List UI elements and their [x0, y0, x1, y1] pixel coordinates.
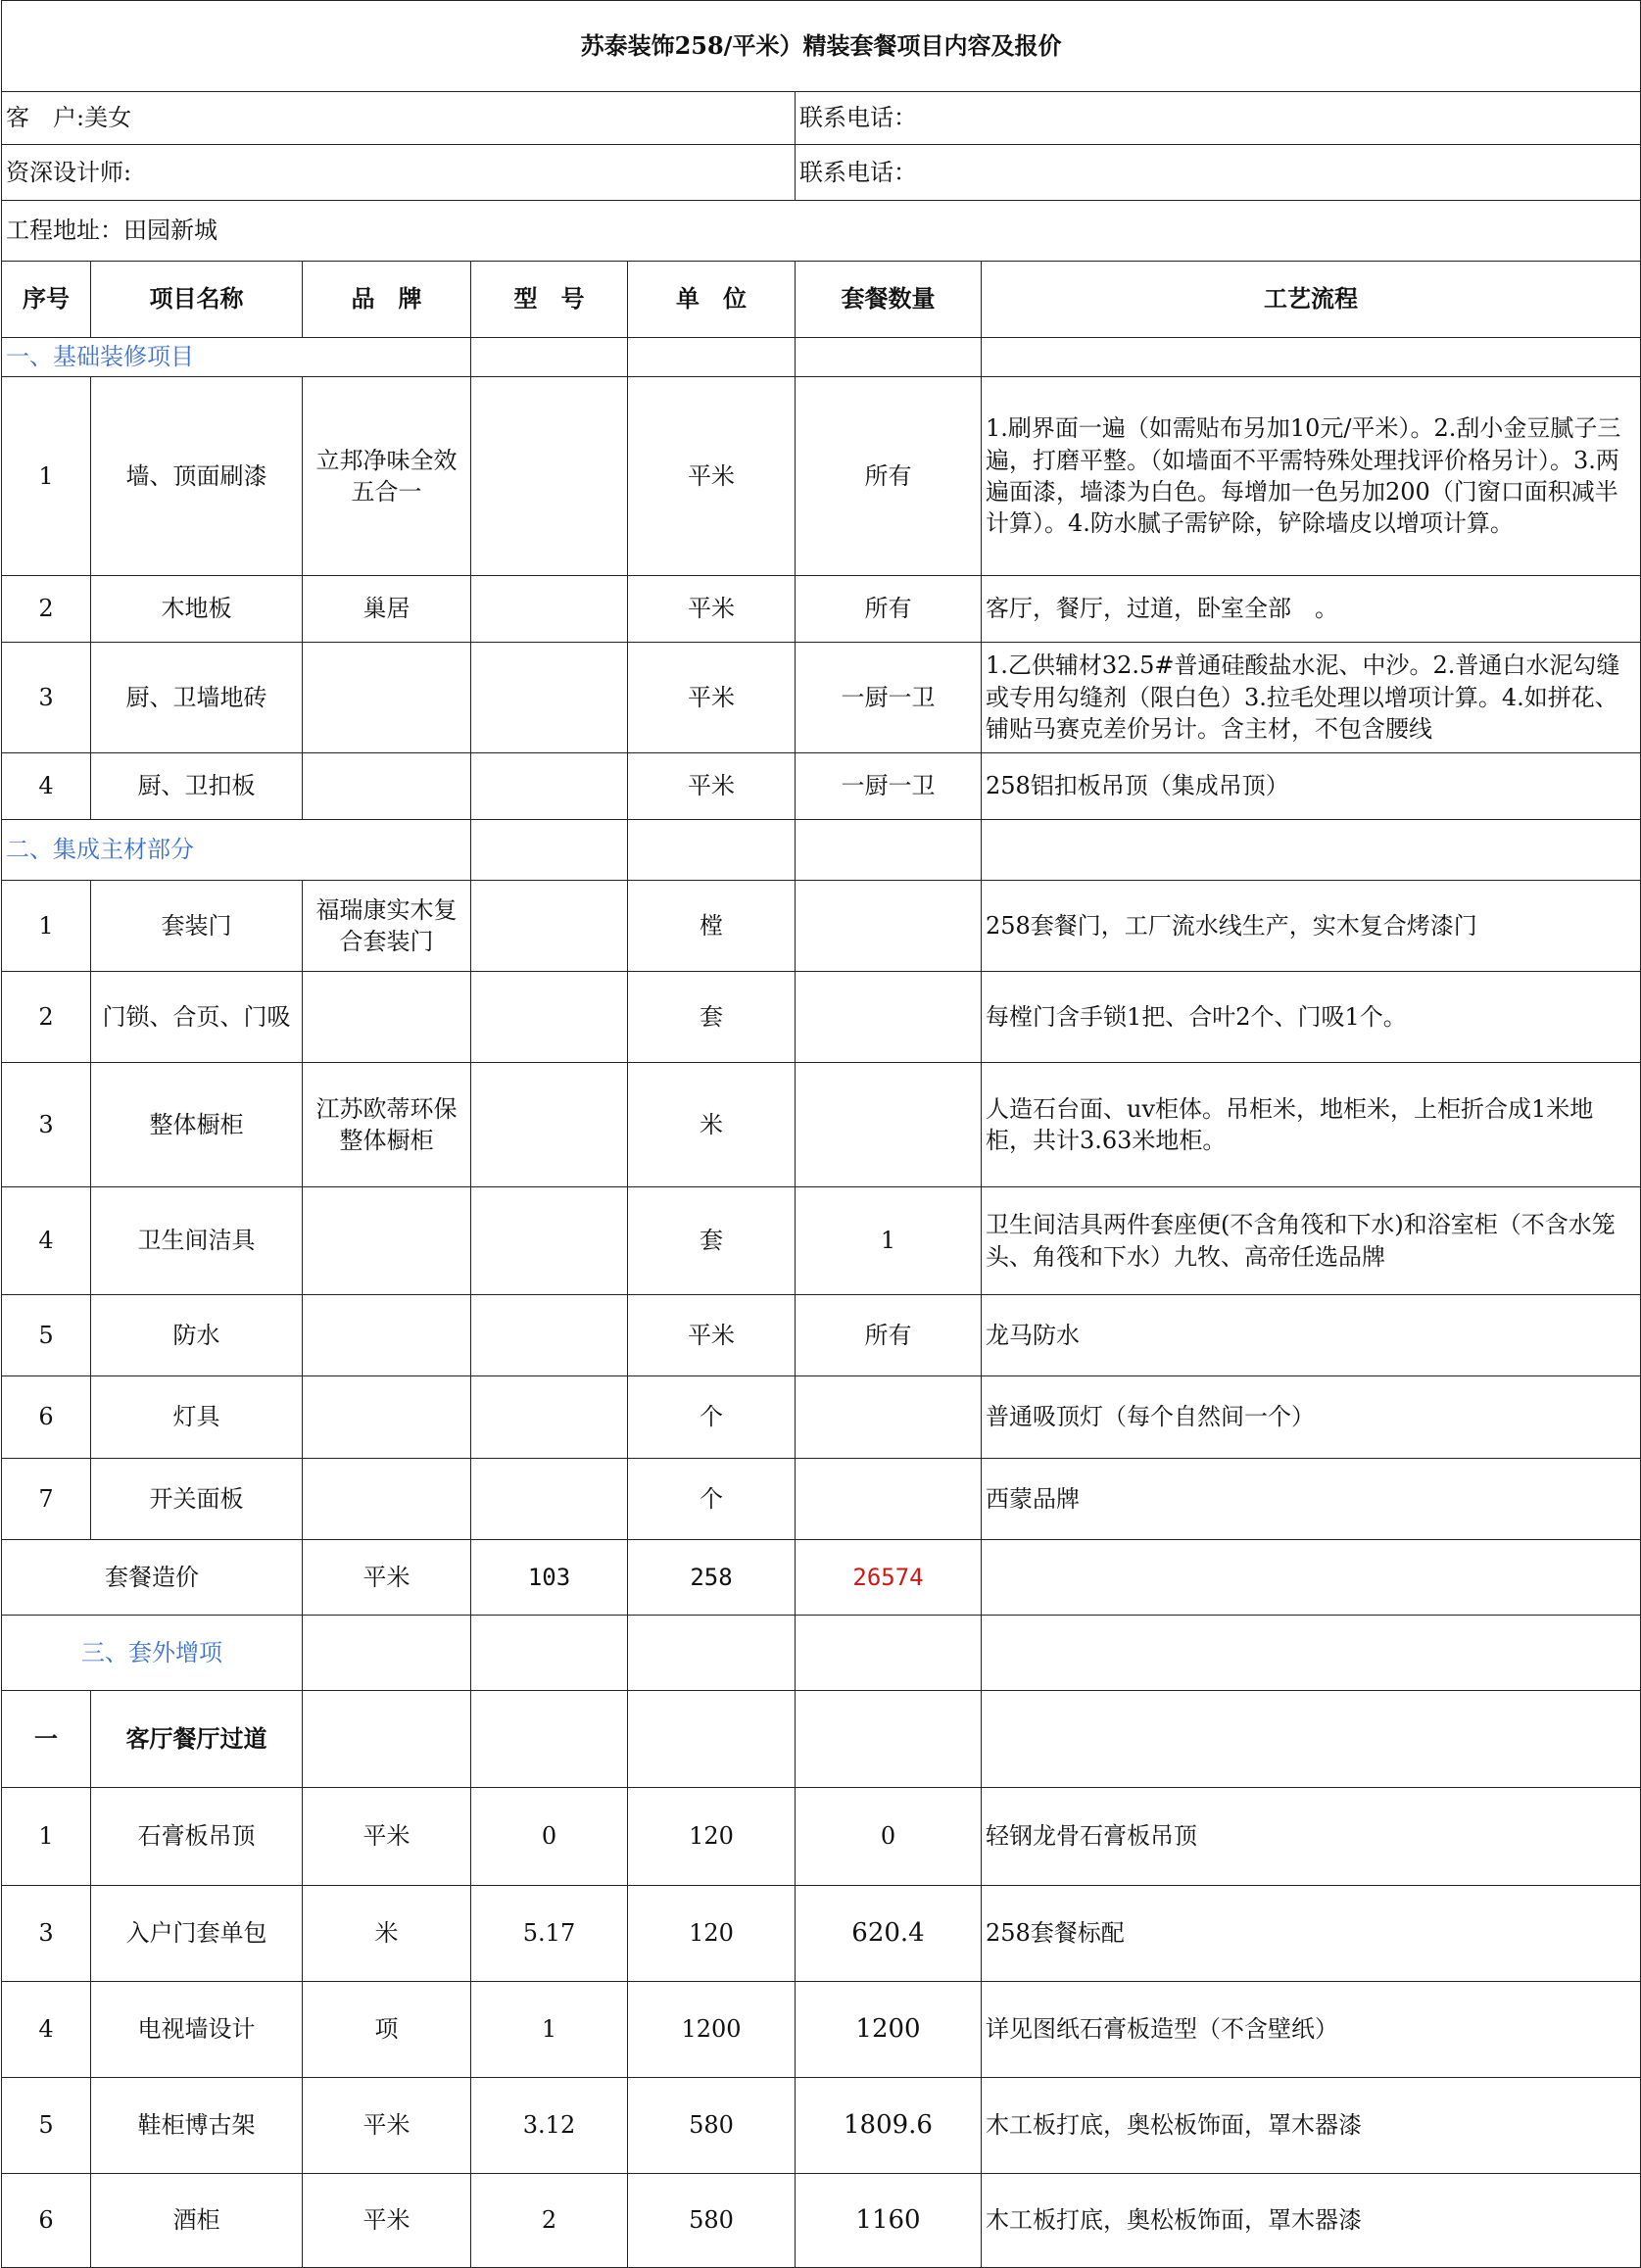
- row-unit: 米: [303, 1886, 471, 1982]
- row-process: 1.乙供辅材32.5#普通硅酸盐水泥、中沙。2.普通白水泥勾缝或专用勾缝剂（限白色）3.拉毛处理以增项计算。4.如拼花、铺贴马赛克差价另计。含主材，不包含腰线: [982, 643, 1641, 753]
- row-unit: 个: [628, 1459, 796, 1540]
- section-row: [2, 338, 1641, 377]
- page-title: 苏泰装饰258/平米）精装套餐项目内容及报价: [2, 1, 1641, 92]
- header-cell: 套餐数量: [796, 262, 982, 338]
- row-unit: 项: [303, 1982, 471, 2078]
- designer-phone-field: 联系电话：: [796, 145, 1641, 201]
- row-unit: 平米: [303, 2078, 471, 2174]
- row-qty: 1: [796, 1187, 982, 1295]
- row-qty: 一厨一卫: [796, 753, 982, 820]
- row-process: 龙马防水: [982, 1295, 1641, 1376]
- row-model: [471, 1063, 628, 1187]
- row-name: 灯具: [91, 1376, 303, 1459]
- row-price: 1200: [628, 1982, 796, 2078]
- row-process: 258套餐标配: [982, 1886, 1641, 1982]
- header-cell: 工艺流程: [982, 262, 1641, 338]
- row-no: 6: [2, 2174, 91, 2268]
- row-unit: 樘: [628, 881, 796, 972]
- row-name: 卫生间洁具: [91, 1187, 303, 1295]
- row-process: 木工板打底，奥松板饰面，罩木器漆: [982, 2078, 1641, 2174]
- row-name: 电视墙设计: [91, 1982, 303, 2078]
- package-total: 26574: [796, 1540, 982, 1616]
- row-model: [471, 576, 628, 643]
- row-no: 4: [2, 1982, 91, 2078]
- table-row: [2, 643, 1641, 753]
- table-row: [2, 377, 1641, 576]
- row-qty: 2: [471, 2174, 628, 2268]
- row-name: 鞋柜博古架: [91, 2078, 303, 2174]
- row-process: 258套餐门，工厂流水线生产，实木复合烤漆门: [982, 881, 1641, 972]
- package-area: 103: [471, 1540, 628, 1616]
- section-title: 三、套外增项: [2, 1616, 303, 1691]
- row-name: 整体橱柜: [91, 1063, 303, 1187]
- package-total-row: [2, 1540, 1641, 1616]
- row-name: 木地板: [91, 576, 303, 643]
- row-process: 木工板打底，奥松板饰面，罩木器漆: [982, 2174, 1641, 2268]
- row-qty: 一厨一卫: [796, 643, 982, 753]
- group-name: 客厅餐厅过道: [91, 1691, 303, 1788]
- row-unit: 个: [628, 1376, 796, 1459]
- row-name: 入户门套单包: [91, 1886, 303, 1982]
- row-process: 普通吸顶灯（每个自然间一个）: [982, 1376, 1641, 1459]
- row-name: 门锁、合页、门吸: [91, 972, 303, 1063]
- row-process: 轻钢龙骨石膏板吊顶: [982, 1788, 1641, 1886]
- row-model: [471, 753, 628, 820]
- customer-phone-field: 联系电话：: [796, 92, 1641, 145]
- row-no: 1: [2, 1788, 91, 1886]
- header-cell: 单 位: [628, 262, 796, 338]
- row-brand: 立邦净味全效五合一: [303, 377, 471, 576]
- row-qty: 3.12: [471, 2078, 628, 2174]
- row-process: 客厅，餐厅，过道，卧室全部 。: [982, 576, 1641, 643]
- row-name: 开关面板: [91, 1459, 303, 1540]
- row-total: 0: [796, 1788, 982, 1886]
- row-brand: [303, 1459, 471, 1540]
- header-cell: 序号: [2, 262, 91, 338]
- header-cell: 品 牌: [303, 262, 471, 338]
- row-qty: 所有: [796, 576, 982, 643]
- row-process: 人造石台面、uv柜体。吊柜米，地柜米，上柜折合成1米地柜，共计3.63米地柜。: [982, 1063, 1641, 1187]
- row-brand: 江苏欧蒂环保整体橱柜: [303, 1063, 471, 1187]
- info-row: [2, 145, 1641, 201]
- row-process: 258铝扣板吊顶（集成吊顶）: [982, 753, 1641, 820]
- package-price: 258: [628, 1540, 796, 1616]
- row-no: 1: [2, 377, 91, 576]
- row-unit: 米: [628, 1063, 796, 1187]
- row-no: 4: [2, 1187, 91, 1295]
- row-qty: 所有: [796, 1295, 982, 1376]
- row-price: 120: [628, 1886, 796, 1982]
- customer-field: 客 户:美女: [2, 92, 796, 145]
- row-price: 580: [628, 2174, 796, 2268]
- row-unit: 平米: [628, 1295, 796, 1376]
- row-process: 1.刷界面一遍（如需贴布另加10元/平米）。2.刮小金豆腻子三遍，打磨平整。（如墙面不平需特殊处理找评价格另计）。3.两遍面漆，墙漆为白色。每增加一色另加200（门窗口面积减半计算）。4.防水腻子需铲除，铲除墙皮以增项计算。: [982, 377, 1641, 576]
- row-brand: [303, 753, 471, 820]
- table-row: [2, 1063, 1641, 1187]
- table-row: [2, 576, 1641, 643]
- row-price: 120: [628, 1788, 796, 1886]
- row-unit: 平米: [303, 1788, 471, 1886]
- table-row: [2, 1376, 1641, 1459]
- row-process: 每樘门含手锁1把、合叶2个、门吸1个。: [982, 972, 1641, 1063]
- row-no: 5: [2, 2078, 91, 2174]
- row-model: [471, 1376, 628, 1459]
- row-unit: 套: [628, 1187, 796, 1295]
- row-total: 620.4: [796, 1886, 982, 1982]
- row-model: [471, 1187, 628, 1295]
- row-qty: 1: [471, 1982, 628, 2078]
- row-unit: 平米: [628, 576, 796, 643]
- row-process: 西蒙品牌: [982, 1459, 1641, 1540]
- row-brand: [303, 1187, 471, 1295]
- row-qty: [796, 1459, 982, 1540]
- table-row: [2, 972, 1641, 1063]
- info-row: [2, 92, 1641, 145]
- table-row: [2, 1982, 1641, 2078]
- table-row: [2, 2078, 1641, 2174]
- row-no: 5: [2, 1295, 91, 1376]
- row-brand: [303, 1376, 471, 1459]
- table-row: [2, 1295, 1641, 1376]
- row-name: 墙、顶面刷漆: [91, 377, 303, 576]
- row-model: [471, 972, 628, 1063]
- row-no: 6: [2, 1376, 91, 1459]
- table-row: [2, 1459, 1641, 1540]
- row-process: 卫生间洁具两件套座便(不含角筏和下水)和浴室柜（不含水笼头、角筏和下水）九牧、高帝任选品牌: [982, 1187, 1641, 1295]
- row-price: 580: [628, 2078, 796, 2174]
- row-unit: 平米: [628, 753, 796, 820]
- row-no: 2: [2, 972, 91, 1063]
- table-row: [2, 881, 1641, 972]
- row-no: 3: [2, 643, 91, 753]
- row-name: 酒柜: [91, 2174, 303, 2268]
- table-row: [2, 2174, 1641, 2268]
- header-row: [2, 262, 1641, 338]
- row-brand: [303, 972, 471, 1063]
- header-cell: 项目名称: [91, 262, 303, 338]
- row-no: 3: [2, 1886, 91, 1982]
- info-row: [2, 201, 1641, 262]
- quote-sheet: [1, 0, 1641, 2268]
- table-row: [2, 1788, 1641, 1886]
- row-qty: [796, 972, 982, 1063]
- package-label: 套餐造价: [2, 1540, 303, 1616]
- table-row: [2, 1187, 1641, 1295]
- row-model: [471, 1459, 628, 1540]
- group-no: 一: [2, 1691, 91, 1788]
- section-title: 一、基础装修项目: [2, 338, 471, 377]
- row-brand: [303, 643, 471, 753]
- row-total: 1809.6: [796, 2078, 982, 2174]
- row-no: 2: [2, 576, 91, 643]
- row-no: 1: [2, 881, 91, 972]
- row-unit: 平米: [628, 377, 796, 576]
- address-field: 工程地址：田园新城: [2, 201, 1641, 262]
- row-name: 防水: [91, 1295, 303, 1376]
- row-qty: 0: [471, 1788, 628, 1886]
- row-process: 详见图纸石膏板造型（不含壁纸）: [982, 1982, 1641, 2078]
- row-model: [471, 377, 628, 576]
- title-row: [2, 1, 1641, 92]
- row-brand: 巢居: [303, 576, 471, 643]
- row-total: 1160: [796, 2174, 982, 2268]
- table-row: [2, 753, 1641, 820]
- row-model: [471, 643, 628, 753]
- designer-field: 资深设计师:: [2, 145, 796, 201]
- row-qty: [796, 881, 982, 972]
- row-total: 1200: [796, 1982, 982, 2078]
- row-name: 套装门: [91, 881, 303, 972]
- row-name: 厨、卫扣板: [91, 753, 303, 820]
- section-row: [2, 1616, 1641, 1691]
- row-no: 3: [2, 1063, 91, 1187]
- row-unit: 平米: [628, 643, 796, 753]
- section-row: [2, 820, 1641, 881]
- header-cell: 型 号: [471, 262, 628, 338]
- row-name: 厨、卫墙地砖: [91, 643, 303, 753]
- row-qty: [796, 1063, 982, 1187]
- group-row: [2, 1691, 1641, 1788]
- row-no: 7: [2, 1459, 91, 1540]
- row-unit: 平米: [303, 2174, 471, 2268]
- row-model: [471, 1295, 628, 1376]
- row-brand: 福瑞康实木复合套装门: [303, 881, 471, 972]
- row-no: 4: [2, 753, 91, 820]
- table-row: [2, 1886, 1641, 1982]
- row-qty: [796, 1376, 982, 1459]
- row-model: [471, 881, 628, 972]
- row-qty: 所有: [796, 377, 982, 576]
- row-unit: 套: [628, 972, 796, 1063]
- row-brand: [303, 1295, 471, 1376]
- package-unit: 平米: [303, 1540, 471, 1616]
- section-title: 二、集成主材部分: [2, 820, 471, 881]
- row-qty: 5.17: [471, 1886, 628, 1982]
- row-name: 石膏板吊顶: [91, 1788, 303, 1886]
